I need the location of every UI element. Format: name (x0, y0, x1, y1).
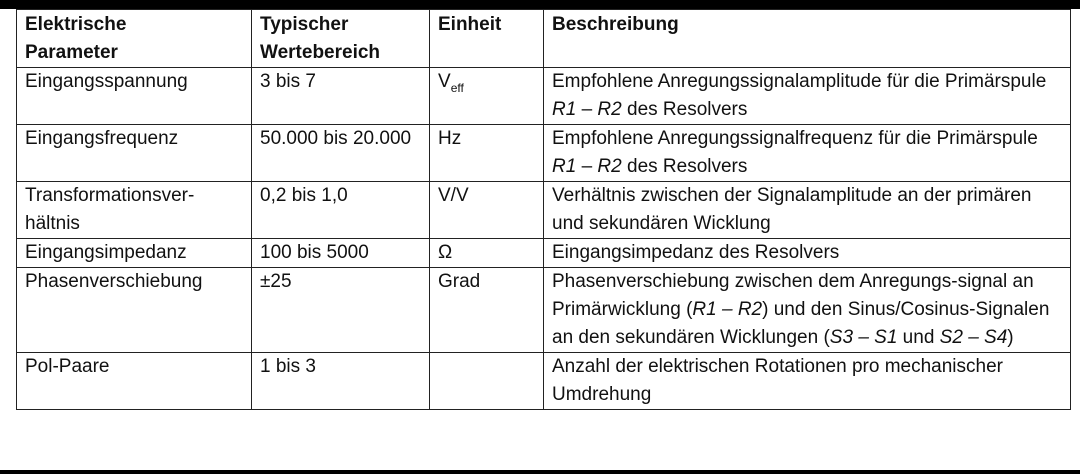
cell-parameter: Pol-Paare (17, 353, 252, 410)
cell-range: 1 bis 3 (252, 353, 430, 410)
cell-unit: Hz (430, 125, 544, 182)
cell-range: 3 bis 7 (252, 68, 430, 125)
cell-description: Phasenverschiebung zwischen dem Anregungs-signal an Primärwicklung (R1 – R2) und den Sinus/Cosinus-Signalen an den sekundären Wicklungen (S3 – S1 und S2 – S4) (544, 268, 1071, 353)
table-row (17, 68, 1071, 125)
cell-description: Empfohlene Anregungssignalamplitude für die Primärspule R1 – R2 des Resolvers (544, 68, 1071, 125)
header-description: Beschreibung (544, 10, 1071, 68)
cell-unit: Ω (430, 239, 544, 268)
cell-description: Eingangsimpedanz des Resolvers (544, 239, 1071, 268)
header-unit: Einheit (430, 10, 544, 68)
top-edge-bar (0, 0, 1080, 9)
table-row (17, 125, 1071, 182)
table-header-row (17, 10, 1071, 68)
table-row (17, 353, 1071, 410)
cell-description: Verhältnis zwischen der Signalamplitude an der primären und sekundären Wicklung (544, 182, 1071, 239)
cell-range: 100 bis 5000 (252, 239, 430, 268)
cell-unit: $V_{eff}$ (430, 68, 544, 125)
table-row (17, 182, 1071, 239)
cell-parameter: Eingangsimpedanz (17, 239, 252, 268)
cell-unit: Grad (430, 268, 544, 353)
cell-description: Anzahl der elektrischen Rotationen pro mechanischer Umdrehung (544, 353, 1071, 410)
header-parameter: Elektrische Parameter (17, 10, 252, 68)
cell-parameter: Eingangsspannung (17, 68, 252, 125)
table-row (17, 268, 1071, 353)
header-range: Typischer Wertebereich (252, 10, 430, 68)
cell-unit (430, 353, 544, 410)
parameter-table (16, 9, 1071, 410)
cell-unit: V/V (430, 182, 544, 239)
cell-parameter: Eingangsfrequenz (17, 125, 252, 182)
bottom-edge-bar (0, 470, 1080, 474)
cell-description: Empfohlene Anregungssignalfrequenz für die Primärspule R1 – R2 des Resolvers (544, 125, 1071, 182)
cell-parameter: Phasenverschiebung (17, 268, 252, 353)
cell-range: 0,2 bis 1,0 (252, 182, 430, 239)
cell-range: 50.000 bis 20.000 (252, 125, 430, 182)
cell-parameter: Transformationsver-hältnis (17, 182, 252, 239)
cell-range: ±25 (252, 268, 430, 353)
table-row (17, 239, 1071, 268)
